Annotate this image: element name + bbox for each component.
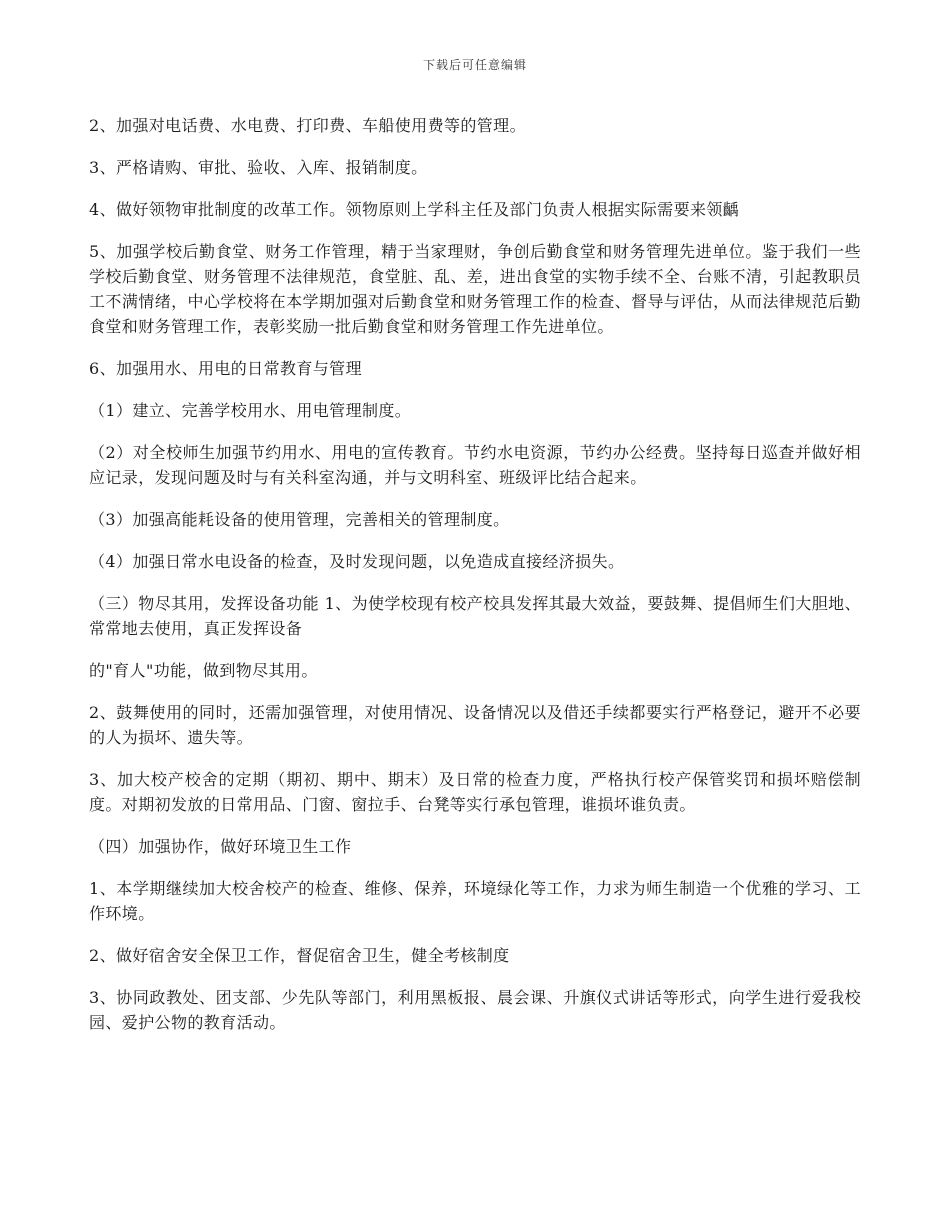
paragraph: 5、加强学校后勤食堂、财务工作管理，精于当家理财，争创后勤食堂和财务管理先进单位。鉴于我们一些学校后勤食堂、财务管理不法律规范，食堂脏、乱、差，进出食堂的实物手续不全、台账不清，引起教职员工不满情绪，中心学校将在本学期加强对后勤食堂和财务管理工作的检查、督导与评估，从而法律规范后勤食堂和财务管理工作，表彰奖励一批后勤食堂和财务管理工作先进单位。 [89,242,861,336]
paragraph: （四）加强协作，做好环境卫生工作 [89,837,352,856]
paragraph: 1、本学期继续加大校舍校产的检查、维修、保养，环境绿化等工作，力求为师生制造一个优雅的学习、工作环境。 [89,879,861,923]
paragraph: （三）物尽其用，发挥设备功能 1、为使学校现有校产校具发挥其最大效益，要鼓舞、提倡师生们大胆地、常常地去使用，真正发挥设备 [89,594,861,638]
paragraph: 2、加强对电话费、水电费、打印费、车船使用费等的管理。 [89,116,526,135]
paragraph: 3、加大校产校舍的定期（期初、期中、期末）及日常的检查力度，严格执行校产保管奖罚和损坏赔偿制度。对期初发放的日常用品、门窗、窗拉手、台凳等实行承包管理，谁损坏谁负责。 [89,770,861,814]
paragraph: 3、严格请购、审批、验收、入库、报销制度。 [89,158,428,177]
paragraph: 2、鼓舞使用的同时，还需加强管理，对使用情况、设备情况以及借还手续都要实行严格登记，避开不必要的人为损坏、遗失等。 [89,703,861,747]
paragraph: 6、加强用水、用电的日常教育与管理 [89,359,362,378]
document-body [89,113,861,1052]
paragraph: （1）建立、完善学校用水、用电管理制度。 [89,401,412,420]
paragraph: （4）加强日常水电设备的检查，及时发现问题，以免造成直接经济损失。 [89,552,625,571]
page-header: 下载后可任意编辑 [422,58,527,72]
paragraph: 的"育人"功能，做到物尽其用。 [89,661,318,680]
paragraph: 2、做好宿舍安全保卫工作，督促宿舍卫生，健全考核制度 [89,946,510,965]
paragraph: 4、做好领物审批制度的改革工作。领物原则上学科主任及部门负责人根据实际需要来领齲 [89,200,740,219]
paragraph: 3、协同政教处、团支部、少先队等部门，利用黑板报、晨会课、升旗仪式讲话等形式，向学生进行爱我校园、爱护公物的教育活动。 [89,988,861,1032]
paragraph: （2）对全校师生加强节约用水、用电的宣传教育。节约水电资源，节约办公经费。坚持每日巡查并做好相应记录，发现问题及时与有关科室沟通，并与文明科室、班级评比结合起来。 [89,443,861,487]
paragraph: （3）加强高能耗设备的使用管理，完善相关的管理制度。 [89,510,510,529]
